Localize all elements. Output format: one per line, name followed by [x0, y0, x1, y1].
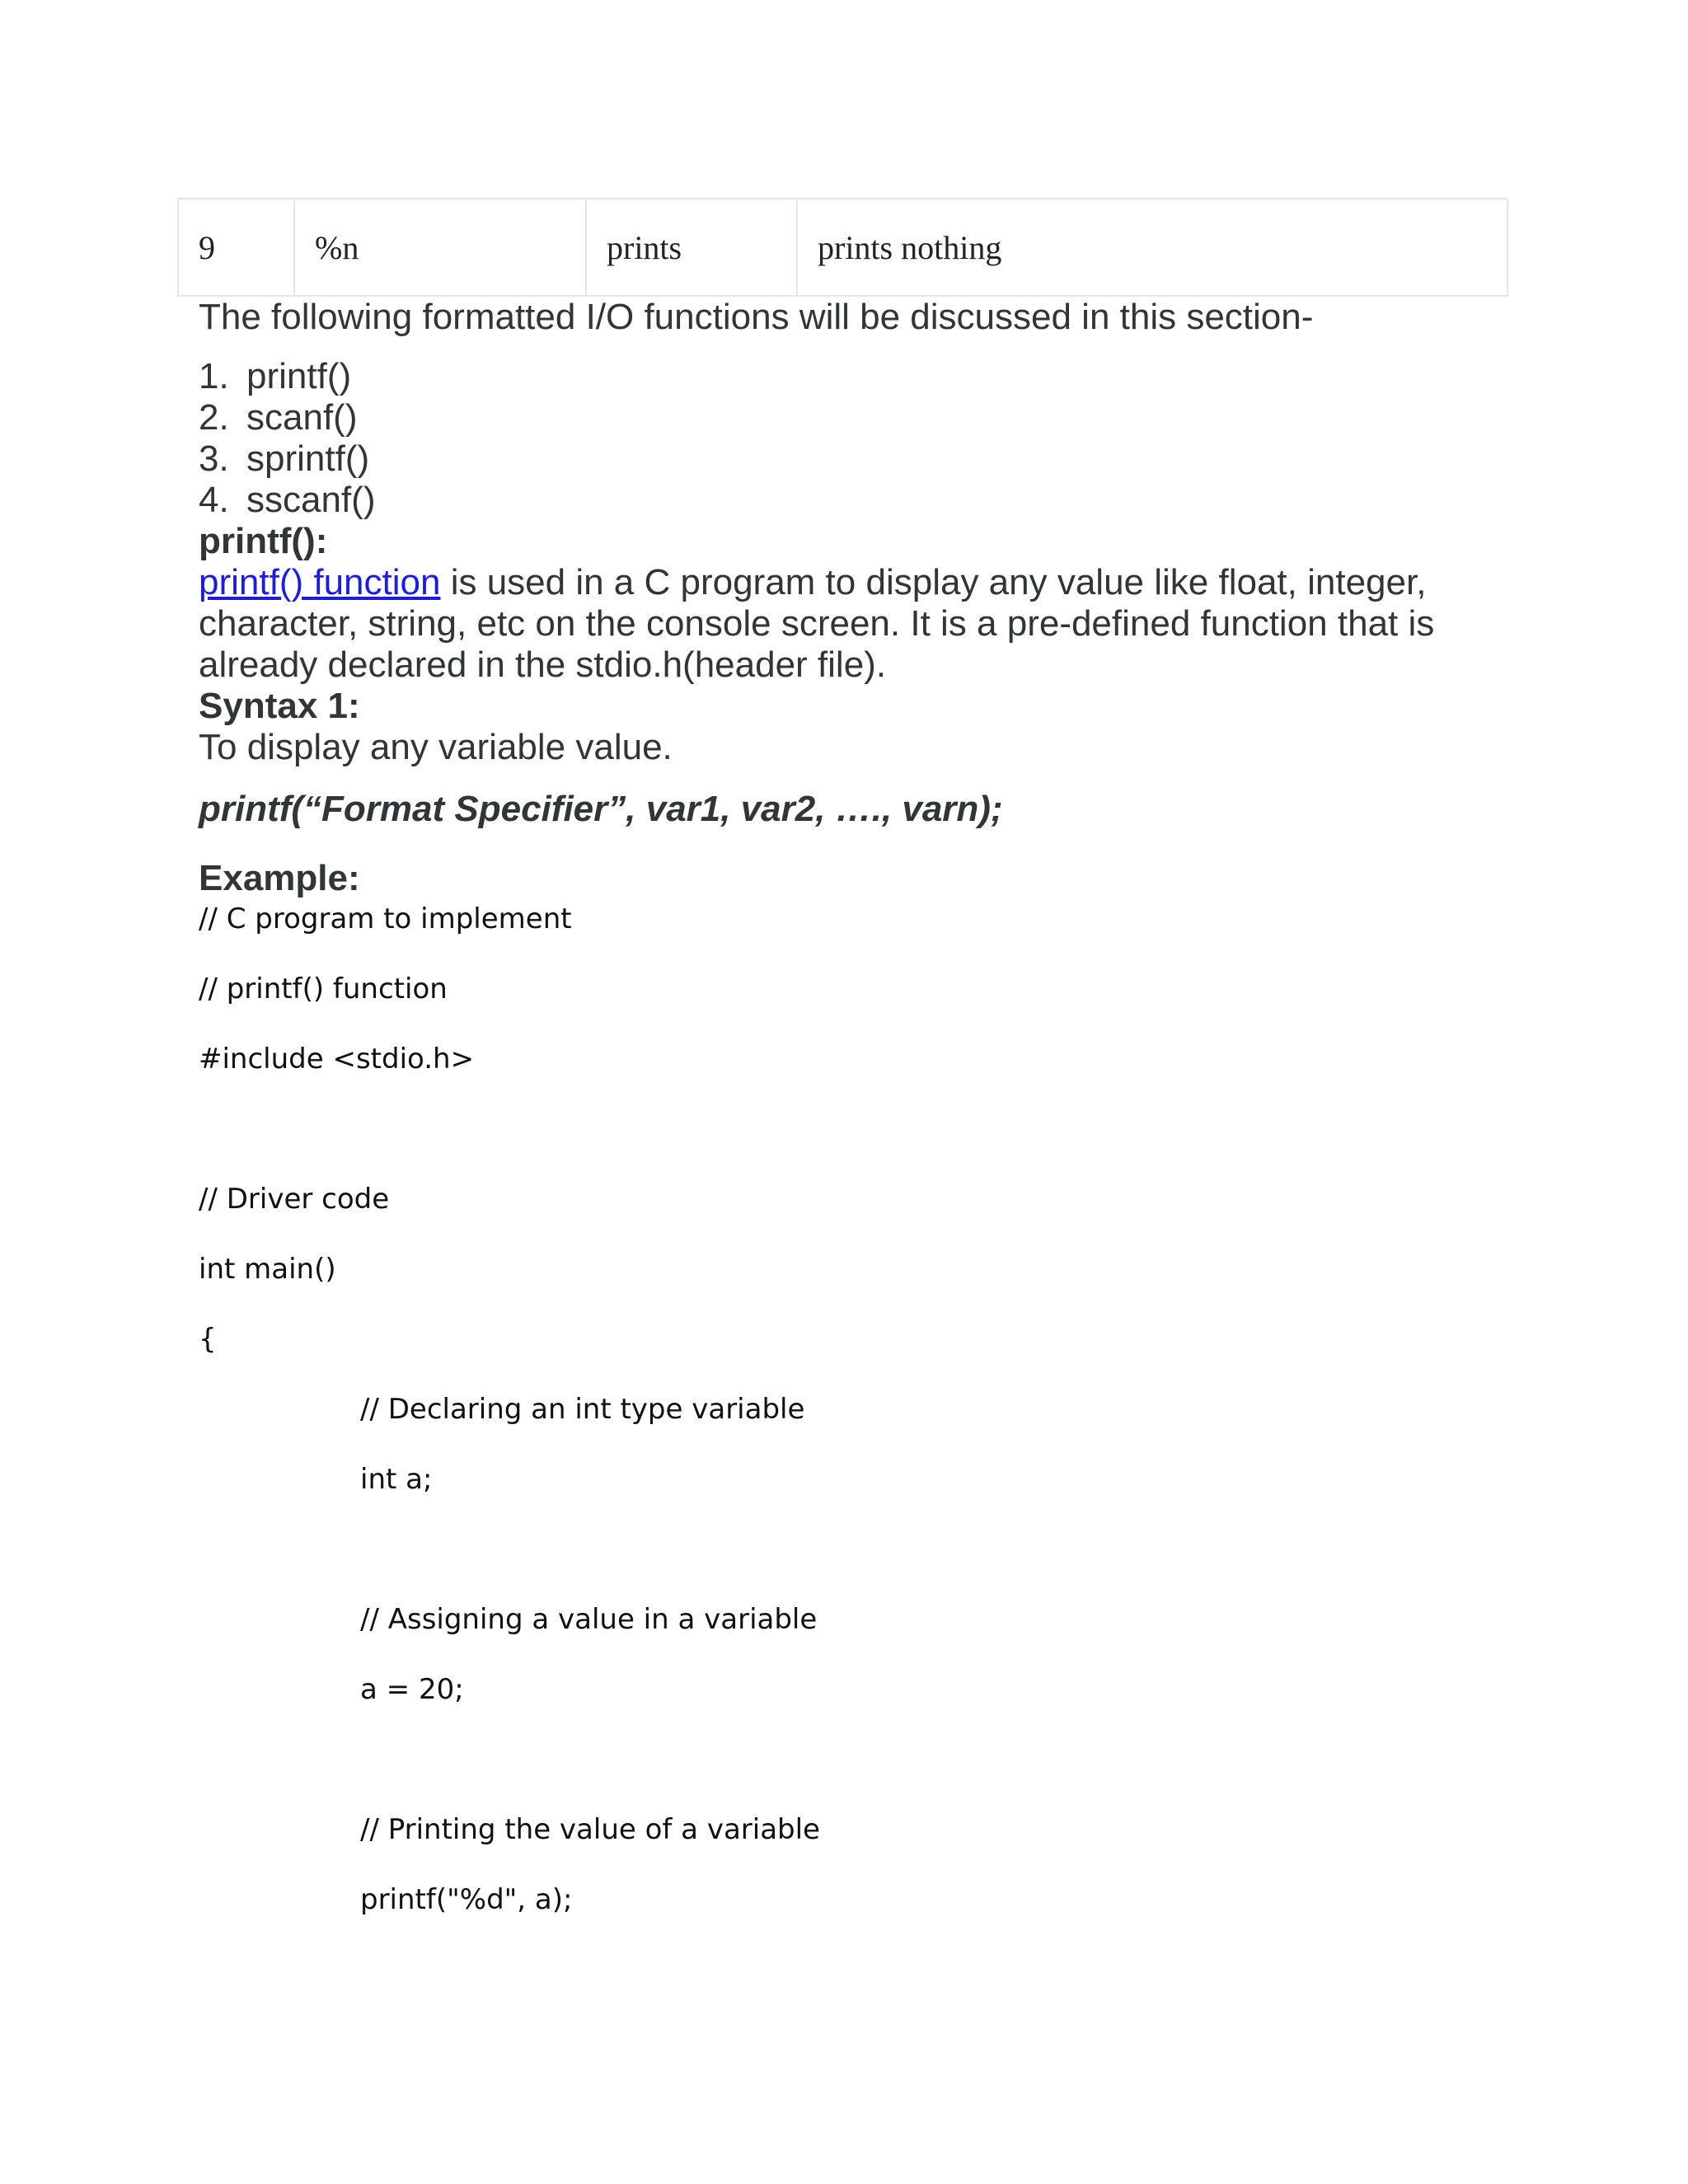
list-item: [199, 438, 375, 480]
list-item: [199, 356, 375, 397]
example-heading: Example:: [199, 858, 360, 898]
code-line: // Declaring an int type variable: [360, 1393, 805, 1426]
code-line: int a;: [360, 1463, 433, 1496]
table-cell-index: 9: [178, 199, 294, 296]
code-line: #include <stdio.h>: [199, 1043, 475, 1076]
code-line: // Printing the value of a variable: [360, 1813, 820, 1846]
list-number: 4.: [199, 480, 229, 520]
printf-function-link[interactable]: printf() function: [199, 562, 441, 602]
list-number: 2.: [199, 397, 229, 438]
description-line: already declared in the stdio.h(header file).: [199, 644, 887, 685]
code-line: printf("%d", a);: [360, 1883, 573, 1916]
list-item-label: printf(): [246, 356, 352, 396]
list-number: 1.: [199, 356, 229, 396]
intro-text: The following formatted I/O functions will be discussed in this section-: [199, 297, 1314, 337]
list-item-label: sscanf(): [246, 480, 376, 520]
table-cell-specifier: %n: [294, 199, 586, 296]
function-list: [199, 356, 375, 521]
printf-description: [199, 562, 1550, 686]
list-number: 3.: [199, 438, 229, 479]
list-item: [199, 480, 375, 521]
printf-heading: printf():: [199, 521, 328, 561]
code-line: // C program to implement: [199, 902, 572, 935]
code-line: {: [199, 1323, 217, 1356]
table-row: [178, 199, 1507, 296]
description-line: [199, 562, 1550, 603]
description-line: character, string, etc on the console screen. It is a pre-defined function that is: [199, 603, 1435, 644]
syntax-description: To display any variable value.: [199, 727, 673, 767]
code-line: // printf() function: [199, 972, 448, 1005]
syntax-code: printf(“Format Specifier”, var1, var2, …., varn);: [199, 789, 1003, 829]
list-item: [199, 397, 375, 438]
description-text: is used in a C program to display any value like float, integer,: [440, 562, 1427, 602]
code-line: // Driver code: [199, 1183, 390, 1216]
list-item-label: scanf(): [246, 397, 358, 438]
syntax-heading: Syntax 1:: [199, 686, 360, 726]
table-cell-printf-behavior: prints: [586, 199, 797, 296]
format-specifier-table: [177, 198, 1508, 297]
code-line: a = 20;: [360, 1673, 464, 1706]
code-line: // Assigning a value in a variable: [360, 1603, 818, 1636]
table-cell-scanf-behavior: prints nothing: [797, 199, 1507, 296]
list-item-label: sprintf(): [246, 438, 370, 479]
code-line: int main(): [199, 1253, 336, 1286]
